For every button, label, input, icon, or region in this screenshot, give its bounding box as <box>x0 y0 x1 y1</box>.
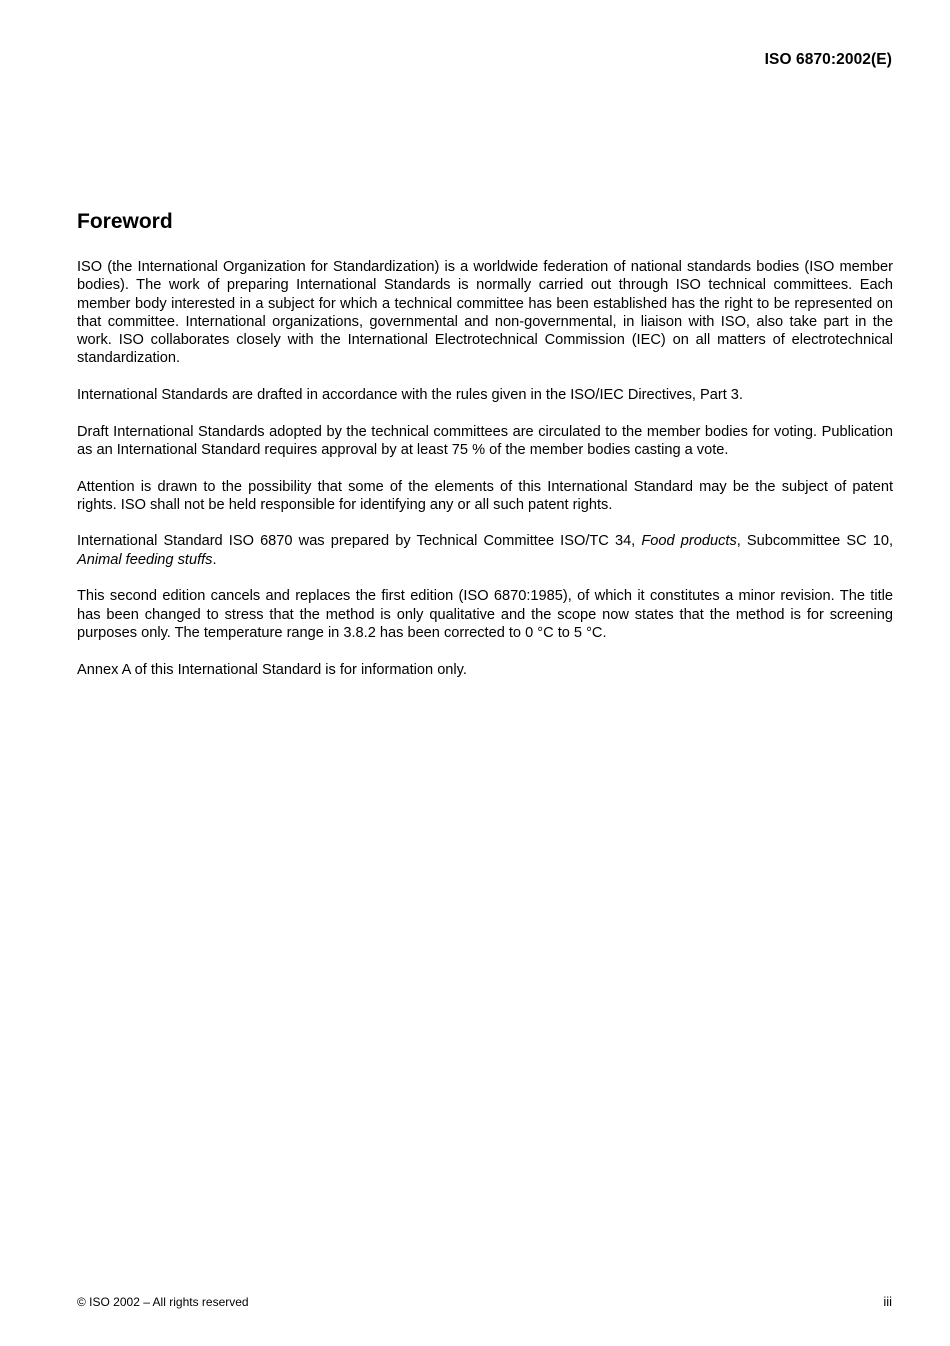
paragraph-patent-rights: Attention is drawn to the possibility that some of the elements of this International Standard may be the subject of patent rights. ISO shall not be held responsible for identifying any or all such patent rights. <box>77 478 893 513</box>
page-title: Foreword <box>77 210 173 233</box>
preparation-text-1: International Standard ISO 6870 was prepared by Technical Committee ISO/TC 34, <box>77 533 642 550</box>
page-number: iii <box>883 1294 892 1309</box>
foreword-body <box>77 258 893 697</box>
paragraph-drafting-rules: International Standards are drafted in accordance with the rules given in the ISO/IEC Directives, Part 3. <box>77 387 743 404</box>
paragraph-voting: Draft International Standards adopted by the technical committees are circulated to the member bodies for voting. Publication as an International Standard requires approval by at least 75 % of the member bodies casting a vote. <box>77 423 893 458</box>
copyright-notice: © ISO 2002 – All rights reserved <box>77 1295 249 1309</box>
subcommittee-name: Animal feeding stuffs <box>77 551 213 568</box>
paragraph-edition: This second edition cancels and replaces the first edition (ISO 6870:1985), of which it constitutes a minor revision. The title has been changed to stress that the method is only qualitative and the scope now states that the method is for screening purposes only. The temperature range in 3.8.2 has been corrected to 0 °C to 5 °C. <box>77 588 893 641</box>
paragraph-annex: Annex A of this International Standard is for information only. <box>77 661 467 678</box>
paragraph-iso-intro: ISO (the International Organization for Standardization) is a worldwide federation of national standards bodies (ISO member bodies). The work of preparing International Standards is normally carried out through ISO technical committees. Each member body interested in a subject for which a technical committee has been established has the right to be represented on that committee. International organizations, governmental and non-governmental, in liaison with ISO, also take part in the work. ISO collaborates closely with the International Electrotechnical Commission (IEC) on all matters of electrotechnical standardization. <box>77 259 893 367</box>
document-id: ISO 6870:2002(E) <box>764 51 892 68</box>
preparation-text-2: , Subcommittee SC 10, <box>736 533 894 550</box>
paragraph-preparation <box>77 532 893 569</box>
preparation-text-3: . <box>212 551 217 568</box>
committee-name: Food products <box>641 533 737 550</box>
